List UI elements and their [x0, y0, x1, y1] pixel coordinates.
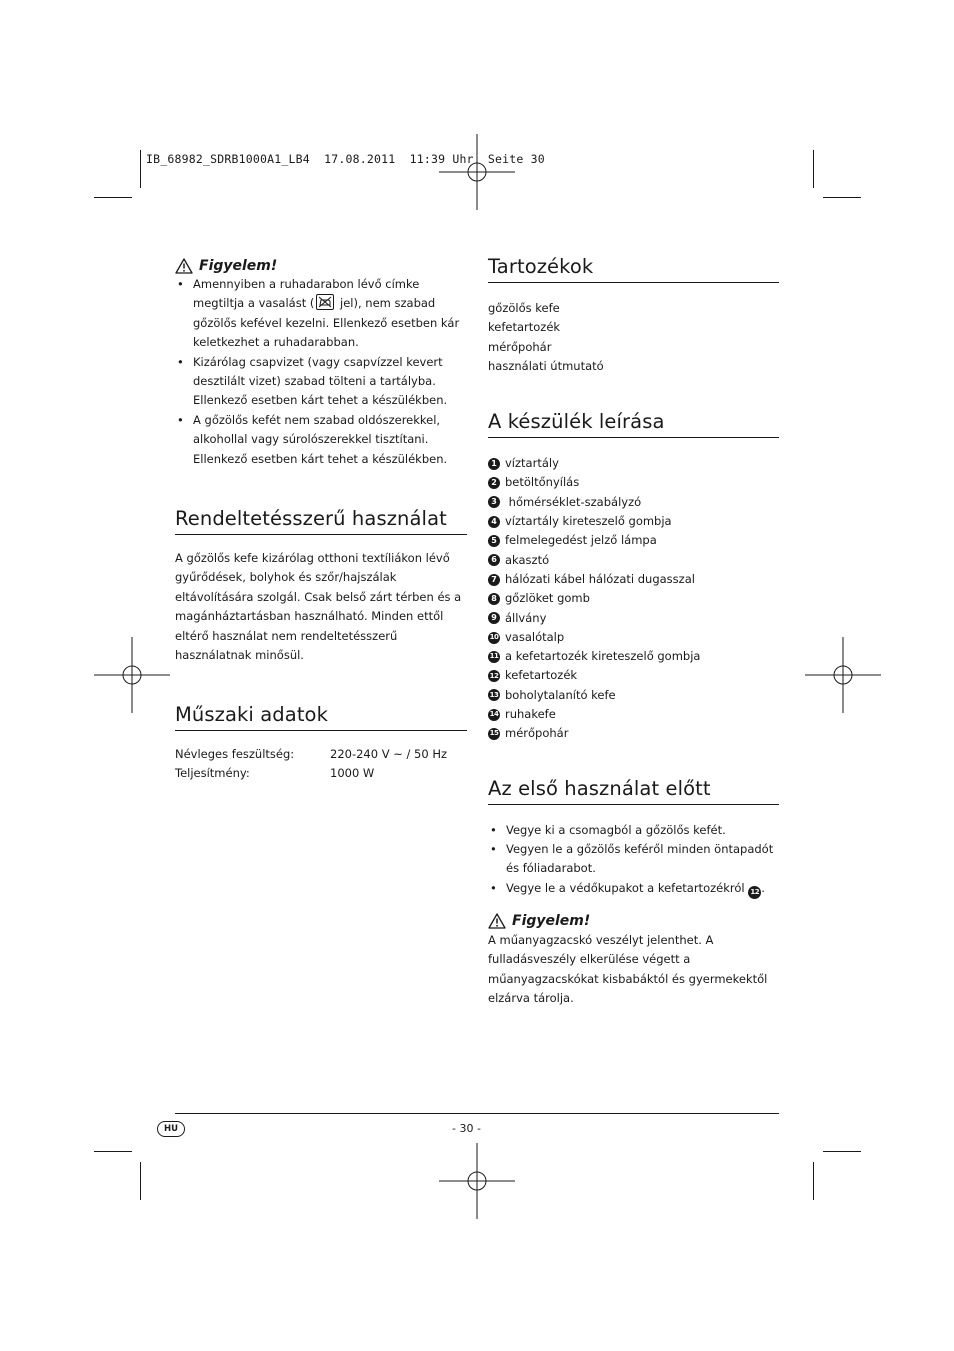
part-label: víztartály kireteszelő gombja	[505, 514, 672, 529]
list-item: mérőpohár	[488, 339, 552, 354]
part-item	[488, 531, 779, 550]
crop-mark	[813, 150, 814, 188]
part-item	[488, 589, 779, 608]
part-number-badge: 13	[488, 689, 500, 701]
part-item	[488, 493, 779, 512]
list-item: • Kizárólag csapvizet (vagy csapvízzel kevert desztilált vizet) szabad tölteni a tartályba. Ellenkező esetben kárt tehet a készülékben.	[175, 353, 467, 411]
warning-list	[175, 275, 467, 469]
part-number-badge: 6	[488, 554, 500, 566]
part-number-badge: 2	[488, 477, 500, 489]
list-item: kefetartozék	[488, 320, 561, 335]
part-number-badge: 15	[488, 728, 500, 740]
spec-table	[175, 745, 467, 784]
registration-mark-left	[94, 637, 170, 713]
registration-mark-right	[805, 637, 881, 713]
part-item	[488, 512, 779, 531]
part-label: ruhakefe	[505, 707, 556, 722]
page-number: - 30 -	[452, 1122, 481, 1135]
intended-use-text: A gőzölős kefe kizárólag otthoni textíliákon lévő gyűrődések, bolyhok és szőr/hajszálak eltávolítására szolgál. Csak belső zárt térben és a magánháztartásban használható. Minden ettől eltérő használat nem rendeltetésszerű használatnak minősül.	[175, 551, 462, 663]
part-label: mérőpohár	[505, 726, 569, 741]
crop-mark	[94, 197, 132, 198]
spec-value: 220-240 V ~ / 50 Hz	[330, 746, 448, 761]
warning-title: Figyelem!	[199, 258, 278, 274]
right-column	[488, 255, 779, 1009]
spec-row	[175, 764, 467, 783]
part-item	[488, 473, 779, 492]
part-item	[488, 551, 779, 570]
warning-block	[488, 913, 779, 1009]
crop-mark	[140, 1162, 141, 1200]
part-number-badge: 12	[748, 886, 761, 899]
list-item: • Vegyen le a gőzölős keféről minden öntapadót és fóliadarabot.	[488, 840, 779, 879]
part-label: vasalótalp	[505, 629, 565, 644]
left-column	[175, 258, 467, 783]
part-number-badge: 4	[488, 516, 500, 528]
part-item	[488, 686, 779, 705]
warning-icon	[175, 258, 193, 274]
part-label: betöltőnyílás	[505, 475, 580, 490]
part-number-badge: 1	[488, 458, 500, 470]
first-use-list	[488, 821, 779, 899]
warning-heading	[488, 913, 779, 929]
accessories-list	[488, 299, 779, 376]
part-number-badge: 10	[488, 632, 500, 644]
list-item: • Amennyiben a ruhadarabon lévő címke megtiltja a vasalást ( jel), nem szabad gőzölős kefével kezelni. Ellenkező esetben kár keletkezhet a ruhadarabban.	[175, 275, 467, 353]
list-item: • A gőzölős kefét nem szabad oldószerekkel, alkohollal vagy súrolószerekkel tisztítani. Ellenkező esetben kárt tehet a készülékben.	[175, 411, 467, 469]
part-item	[488, 628, 779, 647]
section-heading: Az első használat előtt	[488, 777, 779, 805]
part-number-badge: 8	[488, 593, 500, 605]
part-item	[488, 647, 779, 666]
list-item: • Vegye le a védőkupakot a kefetartozékról 12 .	[488, 879, 779, 899]
print-slug: IB_68982_SDRB1000A1_LB4 17.08.2011 11:39 Uhr Seite 30	[146, 152, 545, 166]
language-badge: HU	[157, 1121, 185, 1137]
section-heading: Rendeltetésszerű használat	[175, 507, 467, 535]
spec-label: Teljesítmény:	[175, 765, 250, 780]
crop-mark	[823, 197, 861, 198]
part-label: felmelegedést jelző lámpa	[505, 533, 657, 548]
part-item	[488, 666, 779, 685]
part-label: kefetartozék	[505, 668, 578, 683]
part-item	[488, 454, 779, 473]
part-label: a kefetartozék kireteszelő gombja	[505, 649, 701, 664]
crop-mark	[823, 1151, 861, 1152]
list-item: gőzölős kefe	[488, 301, 560, 315]
section-heading: A készülék leírása	[488, 410, 779, 438]
part-label: gőzlöket gomb	[505, 591, 590, 606]
parts-list	[488, 454, 779, 743]
part-item	[488, 705, 779, 724]
part-number-badge: 5	[488, 535, 500, 547]
warning-block	[175, 258, 467, 469]
part-label: állvány	[505, 610, 547, 625]
warning-heading	[175, 258, 467, 274]
crop-mark	[94, 1151, 132, 1152]
part-label: hőmérséklet-szabályzó	[505, 494, 642, 509]
part-label: víztartály	[505, 456, 559, 471]
part-number-badge: 7	[488, 574, 500, 586]
list-item: használati útmutató	[488, 358, 604, 373]
warning-text: A műanyagzacskó veszélyt jelenthet. A fulladásveszély elkerülése végett a műanyagzacskókat kisbabáktól és gyermekektől elzárva tárolja.	[488, 933, 768, 1006]
part-number-badge: 3	[488, 496, 500, 508]
part-number-badge: 14	[488, 709, 500, 721]
part-item	[488, 724, 779, 743]
part-item	[488, 609, 779, 628]
warning-icon	[488, 913, 506, 929]
spec-label: Névleges feszültség:	[175, 746, 295, 761]
part-label: boholytalanító kefe	[505, 687, 616, 702]
spec-value: 1000 W	[330, 765, 375, 780]
registration-mark-top	[439, 134, 515, 210]
warning-title: Figyelem!	[512, 913, 591, 930]
spec-row	[175, 745, 467, 764]
part-number-badge: 12	[488, 670, 500, 682]
part-number-badge: 9	[488, 612, 500, 624]
no-ironing-symbol-icon	[316, 294, 334, 310]
section-heading: Műszaki adatok	[175, 703, 467, 731]
crop-mark	[140, 150, 141, 188]
footer-rule	[175, 1113, 779, 1114]
part-label: hálózati kábel hálózati dugasszal	[505, 571, 695, 586]
part-item	[488, 570, 779, 589]
section-heading: Tartozékok	[488, 255, 779, 283]
part-label: akasztó	[505, 552, 550, 567]
part-number-badge: 11	[488, 651, 500, 663]
registration-mark-bottom	[439, 1143, 515, 1219]
list-item: • Vegye ki a csomagból a gőzölős kefét.	[488, 821, 779, 840]
crop-mark	[813, 1162, 814, 1200]
